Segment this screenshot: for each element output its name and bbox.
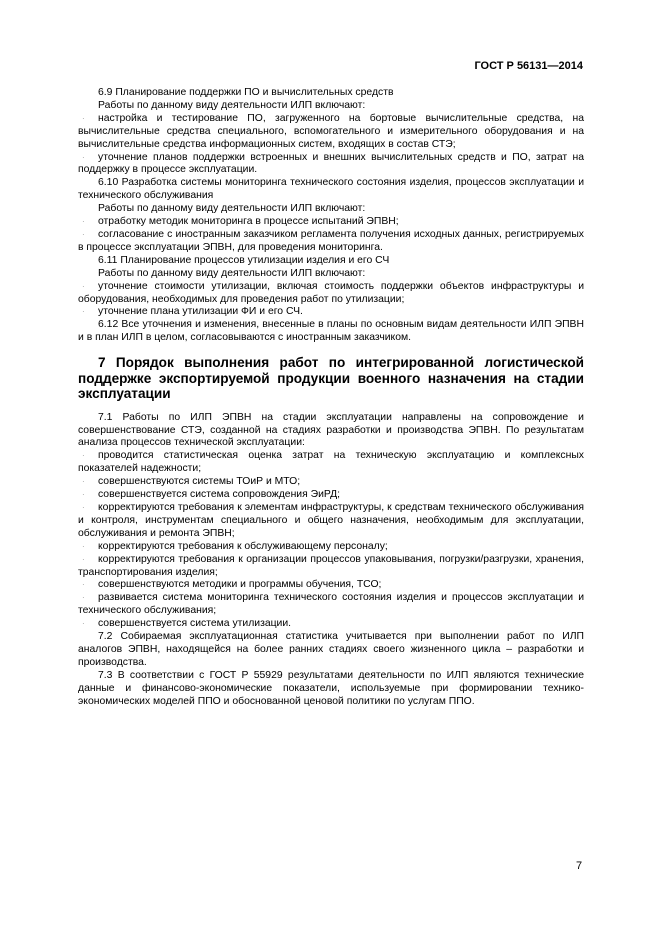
section-6-9-intro: Работы по данному виду деятельности ИЛП включают: (98, 99, 366, 111)
page-number: 7 (576, 860, 583, 872)
list-item: · совершенствуется система утилизации. (82, 618, 292, 630)
section-7-1-text: 7.1 Работы по ИЛП ЭПВН на стадии эксплуатации направлены на сопровождение и совершенствование СТЭ, созданной на стадиях разработки и производства ЭПВН. По результатам анализа процессов технической эксплуатации: (78, 411, 584, 449)
section-6-10-intro: Работы по данному виду деятельности ИЛП включают: (98, 203, 366, 215)
list-item: · корректируются требования к обслуживающему персоналу; (82, 540, 388, 552)
bullet-mark: · (82, 541, 85, 551)
bullet-mark: · (82, 490, 85, 500)
list-item: · настройка и тестирование ПО, загруженного на бортовые вычислительные средства, на вычислительные средства специального, вспомогательного и измерительного оборудования и на вычислительные средства информационных систем, входящих в состав СТЭ; (78, 112, 584, 150)
bullet-mark: · (82, 502, 85, 512)
list-item: · уточнение стоимости утилизации, включая стоимость поддержки объектов инфраструктуры и оборудования, необходимых для проведения работ по утилизации; (78, 280, 584, 305)
section-6-10-title: 6.10 Разработка системы мониторинга технического состояния изделия, процессов эксплуатации и технического обслуживания (78, 177, 584, 202)
section-6-9-title: 6.9 Планирование поддержки ПО и вычислительных средств (98, 87, 394, 98)
list-item: · совершенствуются методики и программы обучения, ТСО; (82, 579, 382, 591)
bullet-mark: · (82, 451, 85, 461)
section-6-11-title: 6.11 Планирование процессов утилизации изделия и его СЧ (98, 254, 390, 266)
bullet-mark: · (82, 229, 85, 239)
bullet-mark: · (82, 281, 85, 291)
list-item: · корректируются требования к организации процессов упаковывания, погрузки/разгрузки, хранения, транспортирования изделия; (78, 553, 584, 578)
standard-header: ГОСТ Р 56131—2014 (474, 60, 583, 72)
bullet-mark: · (82, 113, 85, 123)
list-item: · уточнение планов поддержки встроенных и внешних вычислительных средств и ПО, затрат на поддержку в процессе эксплуатации. (78, 151, 584, 176)
bullet-mark: · (82, 619, 85, 629)
bullet-mark: · (82, 307, 85, 317)
section-7-2-text: 7.2 Собираемая эксплуатационная статистика учитывается при выполнении работ по ИЛП аналогов ЭПВН, находящейся на более ранних стадиях своего жизненного цикла – разработки и производства. (78, 631, 584, 668)
page-content (78, 87, 584, 708)
bullet-mark: · (82, 477, 85, 487)
list-item: · совершенствуется система сопровождения ЭиРД; (82, 489, 341, 501)
section-6-12-text: 6.12 Все уточнения и изменения, внесенные в планы по основным видам деятельности ИЛП ЭПВН и в план ИЛП в целом, согласовываются с иностранным заказчиком. (78, 319, 584, 344)
bullet-mark: · (82, 217, 85, 227)
list-item: · согласование с иностранным заказчиком регламента получения исходных данных, регистрируемых в процессе эксплуатации ЭПВН, для проведения мониторинга. (78, 228, 584, 253)
bullet-mark: · (82, 152, 85, 162)
list-item: · совершенствуются системы ТОиР и МТО; (82, 476, 301, 488)
bullet-mark: · (82, 554, 85, 564)
section-6-11-intro: Работы по данному виду деятельности ИЛП включают: (98, 267, 366, 279)
list-item: · отработку методик мониторинга в процессе испытаний ЭПВН; (82, 216, 399, 228)
list-item: · уточнение плана утилизации ФИ и его СЧ. (82, 306, 303, 318)
bullet-mark: · (82, 593, 85, 603)
list-item: · корректируются требования к элементам инфраструктуры, к средствам технического обслуживания и контроля, инструментам специального и общего назначения, необходимым для эксплуатации, обслуживания и ремонта ЭПВН; (78, 501, 584, 539)
bullet-mark: · (82, 580, 85, 590)
list-item: · проводится статистическая оценка затрат на техническую эксплуатацию и комплексных показателей надежности; (78, 450, 584, 475)
list-item: · развивается система мониторинга технического состояния изделия и процессов эксплуатации и технического обслуживания; (78, 592, 584, 617)
section-7-heading: 7 Порядок выполнения работ по интегрированной логистической поддержке экспортируемой продукции военного назначения на стадии эксплуатации (78, 355, 584, 402)
section-7-3-text: 7.3 В соответствии с ГОСТ Р 55929 результатами деятельности по ИЛП являются технические данные и финансово-экономические показатели, используемые при формировании технико-экономических моделей ППО и обоснованной ценовой политики по услугам ППО. (78, 669, 584, 707)
